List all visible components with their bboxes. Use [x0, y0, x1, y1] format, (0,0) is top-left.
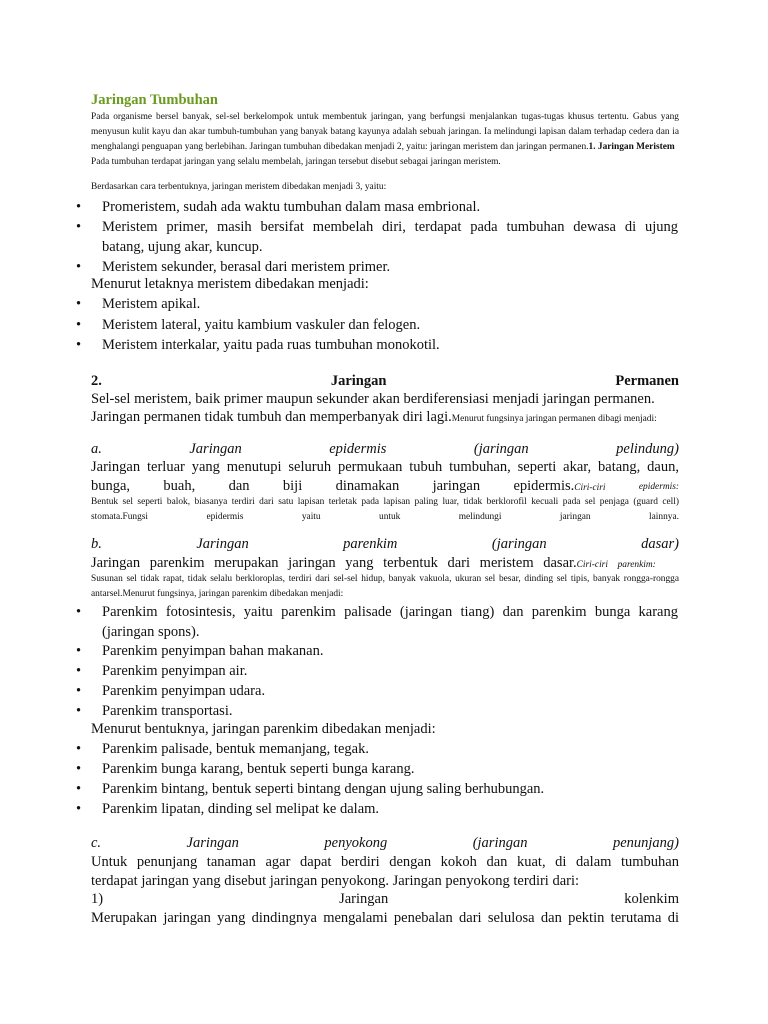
list-item-text: Parenkim palisade, bentuk memanjang, tegak. — [102, 741, 369, 757]
word: dan — [228, 478, 250, 494]
location-intro: Menurut letaknya meristem dibedakan menjadi: — [91, 276, 369, 292]
list-item-text: Promeristem, sudah ada waktu tumbuhan dalam masa embrional. — [102, 199, 481, 215]
parenkim-line-1-small-2: parenkim: — [617, 560, 656, 570]
word: bunga, — [91, 478, 131, 494]
heading-word: (jaringan — [472, 835, 528, 851]
parenkim-line-3: antarsel.Menurut fungsinya, jaringan parenkim dibedakan menjadi: — [91, 589, 344, 599]
penyokong-line-1: Untuk penunjang tanaman agar dapat berdiri dengan kokoh dan kuat, di dalam tumbuhan — [91, 854, 679, 870]
epidermis-heading — [91, 439, 679, 459]
list-item-text: Meristem sekunder, berasal dari meristem primer. — [102, 259, 391, 275]
intro-line-3 — [91, 140, 679, 155]
heading-word: Jaringan — [186, 835, 239, 851]
heading-word: penunjang) — [612, 835, 679, 851]
bullet: • — [76, 643, 82, 659]
word-small: Ciri-ciri — [574, 483, 606, 493]
heading-word: Jaringan — [330, 373, 387, 389]
list-item-text: Meristem interkalar, yaitu pada ruas tumbuhan monokotil. — [102, 337, 440, 353]
heading-word: kolenkim — [624, 891, 679, 907]
heading-word: Jaringan — [339, 891, 389, 907]
list-item-text: Parenkim penyimpan udara. — [102, 683, 266, 699]
list-item-text: Parenkim transportasi. — [102, 703, 233, 719]
parenkim-heading — [91, 534, 679, 554]
parenkim-line-2: Susunan sel tidak rapat, tidak selalu berkloroplas, terdiri dari sel-sel hidup, banyak vakuola, ukuran sel besar, dinding sel tipis, banyak rongga-rongga — [91, 574, 679, 584]
bullet: • — [76, 801, 82, 817]
permanen-line-2-small: Menurut fungsinya jaringan permanen dibagi menjadi: — [451, 414, 657, 424]
word: stomata.Fungsi — [91, 512, 149, 522]
permanen-line-1: Sel-sel meristem, baik primer maupun sekunder akan berdiferensiasi menjadi jaringan permanen. — [91, 391, 655, 407]
list-item-text: Parenkim penyimpan bahan makanan. — [102, 643, 324, 659]
word: jaringan — [432, 478, 481, 494]
bullet: • — [76, 663, 82, 679]
word: buah, — [163, 478, 196, 494]
list-item-text: batang, ujung akar, kuncup. — [102, 239, 263, 255]
bullet: • — [76, 219, 82, 235]
epidermis-line-1: Jaringan terluar yang menutupi seluruh permukaan tubuh tumbuhan, seperti akar, batang, daun, — [91, 459, 679, 475]
page-title: Jaringan Tumbuhan — [91, 92, 218, 108]
kolenkim-heading — [91, 889, 679, 909]
bullet: • — [76, 604, 82, 620]
heading-number: 1) — [91, 891, 104, 907]
parenkim-line-1-text: Jaringan parenkim merupakan jaringan yang terbentuk dari meristem dasar. — [91, 555, 577, 571]
list-item-text: Meristem apikal. — [102, 296, 201, 312]
heading-word: epidermis — [329, 441, 387, 457]
word: yaitu — [301, 512, 321, 522]
intro-line-1: Pada organisme bersel banyak, sel-sel berkelompok untuk membentuk jaringan, yang berfungsi menjalankan tugas-tugas khusus tertentu. Gabus yang — [91, 112, 679, 122]
list-item-text: (jaringan spons). — [102, 624, 200, 640]
heading-word: dasar) — [641, 536, 679, 552]
heading-word: Jaringan — [196, 536, 249, 552]
intro-line-3-text: menghalangi penguapan yang berlebihan. Jaringan tumbuhan dibedakan menjadi 2, yaitu: jaringan meristem dan jaringan permanen. — [91, 142, 589, 152]
bullet: • — [76, 703, 82, 719]
intro-line-2: menyusun kulit kayu dan akar tumbuh-tumbuhan yang banyak batang kayunya adalah sebuah jaringan. Ia melindungi lapisan dalam terhadap cedera dan ia — [91, 127, 679, 137]
word: untuk — [379, 512, 401, 522]
bullet: • — [76, 296, 82, 312]
word: lainnya. — [649, 512, 679, 522]
heading-word: parenkim — [343, 536, 398, 552]
word: jaringan — [559, 512, 591, 522]
epidermis-line-4 — [91, 510, 679, 525]
penyokong-line-2: terdapat jaringan yang disebut jaringan penyokong. Jaringan penyokong terdiri dari: — [91, 873, 580, 889]
bullet: • — [76, 259, 82, 275]
penyokong-heading — [91, 833, 679, 853]
word: biji — [282, 478, 303, 494]
meristem-intro: Berdasarkan cara terbentuknya, jaringan meristem dibedakan menjadi 3, yaitu: — [91, 182, 387, 192]
heading-number: c. — [91, 835, 102, 851]
list-item-text: Parenkim bunga karang, bentuk seperti bunga karang. — [102, 761, 415, 777]
bullet: • — [76, 317, 82, 333]
heading-word: pelindung) — [616, 441, 679, 457]
word: dinamakan — [335, 478, 400, 494]
parenkim-line-1-small: Ciri-ciri — [576, 560, 608, 570]
list-item-text: Parenkim lipatan, dinding sel melipat ke dalam. — [102, 801, 380, 817]
bullet: • — [76, 741, 82, 757]
permanen-heading — [91, 371, 679, 391]
word: melindungi — [458, 512, 502, 522]
word: epidermis. — [513, 478, 575, 494]
parenkim-shape-intro: Menurut bentuknya, jaringan parenkim dibedakan menjadi: — [91, 721, 436, 737]
heading-number: a. — [91, 441, 102, 457]
list-item-text: Meristem primer, masih bersifat membelah diri, terdapat pada tumbuhan dewasa di ujung — [102, 219, 678, 235]
heading-word: Jaringan — [189, 441, 242, 457]
word: epidermis — [206, 512, 244, 522]
epidermis-line-3: Bentuk sel seperti balok, biasanya terdiri dari satu lapisan terletak pada lapisan paling luar, tidak berklorofil kecuali pada sel penjaga (guard cell) — [91, 497, 679, 507]
list-item-text: Parenkim penyimpan air. — [102, 663, 248, 679]
list-item-text: Meristem lateral, yaitu kambium vaskuler dan felogen. — [102, 317, 421, 333]
heading-word: (jaringan — [473, 441, 529, 457]
bullet: • — [76, 761, 82, 777]
bullet: • — [76, 781, 82, 797]
heading-word: Permanen — [615, 373, 679, 389]
permanen-line-2 — [91, 407, 679, 429]
heading-word: (jaringan — [491, 536, 547, 552]
intro-line-4: Pada tumbuhan terdapat jaringan yang selalu membelah, jaringan tersebut disebut sebagai jaringan meristem. — [91, 157, 501, 167]
word-small: epidermis: — [638, 482, 679, 492]
bullet: • — [76, 199, 82, 215]
heading-word: penyokong — [324, 835, 388, 851]
bullet: • — [76, 337, 82, 353]
heading-number: 2. — [91, 373, 102, 389]
permanen-line-2-text: Jaringan permanen tidak tumbuh dan memperbanyak diri lagi. — [91, 409, 452, 425]
list-item-text: Parenkim bintang, bentuk seperti bintang dengan ujung saling berhubungan. — [102, 781, 545, 797]
heading-number: b. — [91, 536, 102, 552]
list-item-text: Parenkim fotosintesis, yaitu parenkim palisade (jaringan tiang) dan parenkim bunga karang — [102, 604, 678, 620]
penyokong-line-3: Merupakan jaringan yang dindingnya mengalami penebalan dari selulosa dan pektin terutama di — [91, 910, 679, 926]
meristem-heading: 1. Jaringan Meristem — [588, 142, 675, 152]
bullet: • — [76, 683, 82, 699]
